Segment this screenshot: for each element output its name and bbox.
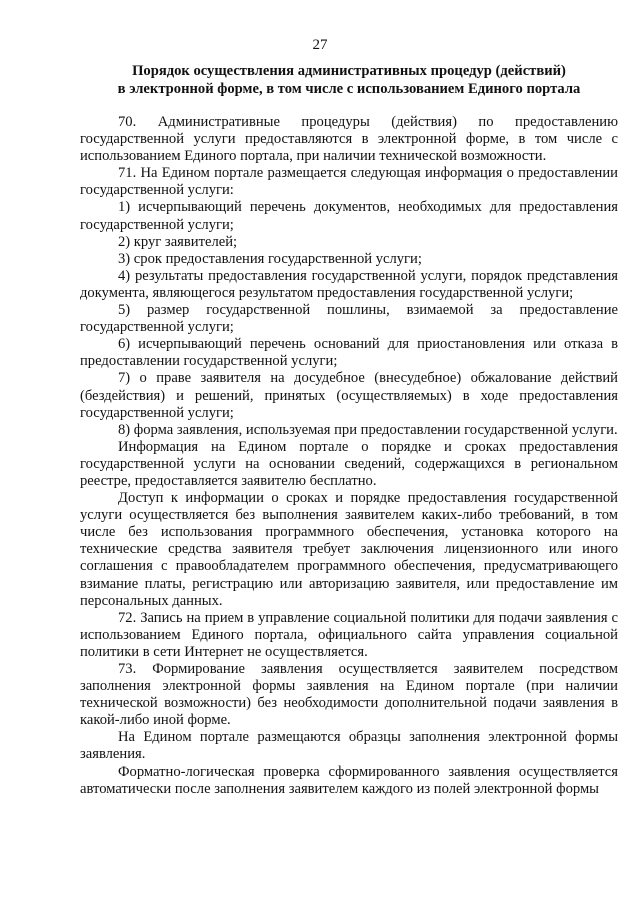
section-heading — [80, 62, 618, 98]
list-item-1: 1) исчерпывающий перечень документов, необходимых для предоставления государственной услуги; — [80, 199, 618, 233]
heading-line-2: в электронной форме, в том числе с использованием Единого портала — [117, 81, 581, 97]
paragraph-free-info: Информация на Едином портале о порядке и сроках предоставления государственной услуги на основании сведений, содержащихся в региональном реестре, предоставляется заявителю бесплатно. — [80, 438, 618, 489]
paragraph-72: 72. Запись на прием в управление социальной политики для подачи заявления с использованием Единого портала, официального сайта управления социальной политики в сети Интернет не осуществляется. — [80, 609, 618, 660]
list-item-2: 2) круг заявителей; — [118, 233, 238, 250]
paragraph-access: Доступ к информации о сроках и порядке предоставления государственной услуги осуществляется без выполнения заявителем каких-либо требований, в том числе без использования программного обеспечения, установка которого на технические средства заявителя требует заключения лицензионного или иного соглашения с правообладателем программного обеспечения, предусматривающего взимание платы, регистрацию или авторизацию заявителя, или предоставление им персональных данных. — [80, 490, 618, 609]
list-item-7: 7) о праве заявителя на досудебное (внесудебное) обжалование действий (бездействия) и решений, принятых (осуществляемых) в ходе предоставления государственной услуги; — [80, 370, 618, 421]
list-item-3: 3) срок предоставления государственной услуги; — [118, 250, 422, 267]
paragraph-73: 73. Формирование заявления осуществляется заявителем посредством заполнения электронной формы заявления на Едином портале (при наличии технической возможности) без необходимости дополнительной подачи заявления в какой-либо иной форме. — [80, 661, 618, 729]
paragraph-71: 71. На Едином портале размещается следующая информация о предоставлении государственной услуги: — [80, 165, 618, 199]
body-text — [80, 114, 618, 798]
list-item-8: 8) форма заявления, используемая при предоставлении государственной услуги. — [118, 421, 618, 438]
paragraph-format-check: Форматно-логическая проверка сформированного заявления осуществляется автоматически после заполнения заявителем каждого из полей электронной формы — [80, 763, 618, 797]
paragraph-70: 70. Административные процедуры (действия) по предоставлению государственной услуги предоставляются в электронной форме, в том числе с использованием Единого портала, при наличии технической возможности. — [80, 114, 618, 165]
paragraph-samples: На Едином портале размещаются образцы заполнения электронной формы заявления. — [80, 729, 618, 763]
list-item-4: 4) результаты предоставления государственной услуги, порядок представления документа, являющегося результатом предоставления государственной услуги; — [80, 267, 618, 301]
list-item-5: 5) размер государственной пошлины, взимаемой за предоставление государственной услуги; — [80, 302, 618, 336]
page-number: 27 — [312, 37, 328, 53]
heading-line-1: Порядок осуществления административных процедур (действий) — [132, 63, 566, 79]
list-item-6: 6) исчерпывающий перечень оснований для приостановления или отказа в предоставлении государственной услуги; — [80, 336, 618, 370]
